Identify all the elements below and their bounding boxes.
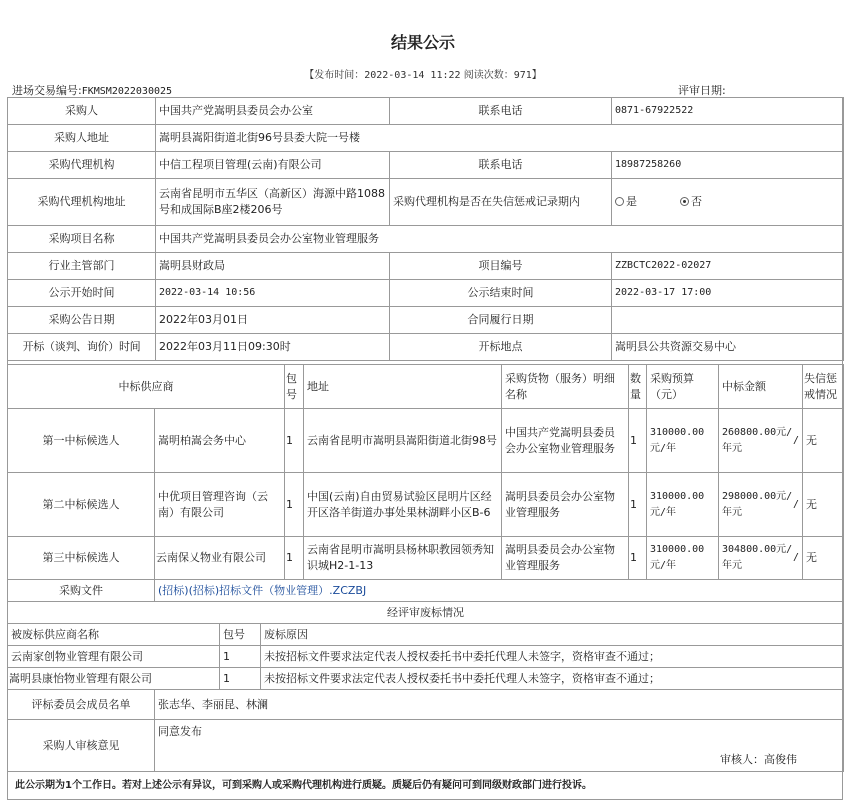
radio-yes-label: 是: [626, 195, 637, 208]
bidders-header-budget: 采购预算（元）: [647, 365, 719, 409]
rejected-reason-1: 未按招标文件要求法定代表人授权委托书中委托代理人未签字，资格审查不通过；: [261, 646, 844, 668]
pkg-3: 1: [285, 537, 304, 580]
pkg-1: 1: [285, 409, 304, 473]
status-1: 无: [803, 409, 844, 473]
bidders-header-pkg: 包号: [285, 365, 304, 409]
agency-value: 中信工程项目管理(云南)有限公司: [156, 152, 390, 179]
dishonest-label: 采购代理机构是否在失信惩戒记录期内: [390, 179, 612, 226]
radio-no-label: 否: [691, 195, 702, 208]
item-1: 中国共产党嵩明县委员会办公室物业管理服务: [502, 409, 629, 473]
read-label: 阅读次数：: [463, 70, 514, 81]
budget-2: 310000.00元/年: [647, 473, 719, 537]
open-place-value: 嵩明县公共资源交易中心: [612, 334, 844, 361]
agency-addr-label: 采购代理机构地址: [8, 179, 156, 226]
contract-date-value: [612, 307, 844, 334]
amount-2-value: 298000.00元/年元: [722, 490, 793, 518]
purchaser-addr-label: 采购人地址: [8, 125, 156, 152]
review-cell: [155, 720, 844, 772]
amount-1-value: 260800.00元/年元: [722, 426, 793, 454]
contract-date-label: 合同履行日期: [390, 307, 612, 334]
purchaser-value: 中国共产党嵩明县委员会办公室: [156, 98, 390, 125]
addr-3: 云南省昆明市嵩明县杨林职教园领秀知识城H2-1-13: [304, 537, 502, 580]
table-row: [8, 537, 844, 580]
trade-no-label: 进场交易编号:: [12, 84, 82, 97]
publish-prefix: 【发布时间：: [304, 70, 365, 81]
rank-1: 第一中标候选人: [8, 409, 155, 473]
publish-meta: [0, 66, 846, 81]
project-no-value: ZZBCTC2022-02027: [612, 253, 844, 280]
status-3: 无: [803, 537, 844, 580]
bidders-header-addr: 地址: [304, 365, 502, 409]
docs-link[interactable]: (招标)(招标)招标文件（物业管理）.ZCZBJ: [155, 580, 844, 602]
rejected-pkg-2: 1: [220, 668, 261, 690]
subhead: [12, 82, 834, 96]
radio-yes[interactable]: [615, 197, 624, 206]
bidders-header-qty: 数量: [629, 365, 647, 409]
table-row: [8, 473, 844, 537]
page-title: 结果公示: [390, 33, 455, 52]
rejected-reason-2: 未按招标文件要求法定代表人授权委托书中委托代理人未签字，资格审查不通过；: [261, 668, 844, 690]
pkg-2: 1: [285, 473, 304, 537]
project-name-value: 中国共产党嵩明县委员会办公室物业管理服务: [156, 226, 844, 253]
amount-3-value: 304800.00元/年元: [722, 544, 793, 571]
dept-label: 行业主管部门: [8, 253, 156, 280]
rejected-name-2: 嵩明县康怡物业管理有限公司: [8, 668, 220, 690]
notice-start-label: 公示开始时间: [8, 280, 156, 307]
bidders-table: [7, 364, 844, 624]
amount-2: [719, 473, 803, 537]
budget-3: 310000.00元/年: [647, 537, 719, 580]
committee-members: 张志华、李丽昆、林澜: [155, 690, 844, 720]
item-2: 嵩明县委员会办公室物业管理服务: [502, 473, 629, 537]
supplier-1: 嵩明柏嵩会务中心: [155, 409, 285, 473]
amount-1: [719, 409, 803, 473]
review-date-label: 评审日期:: [678, 84, 726, 97]
rejected-pkg-1: 1: [220, 646, 261, 668]
amount-3: [719, 537, 803, 580]
footer-note: 此公示期为1个工作日。若对上述公示有异议，可到采购人或采购代理机构进行质疑。质疑后仍有疑问可到同级财政部门进行投诉。: [15, 780, 592, 791]
notice-end-label: 公示结束时间: [390, 280, 612, 307]
addr-1: 云南省昆明市嵩明县嵩阳街道北街98号: [304, 409, 502, 473]
read-count: 971: [513, 70, 532, 81]
rejected-section-title: 经评审废标情况: [8, 602, 844, 624]
rejected-header-name: 被废标供应商名称: [8, 624, 220, 646]
open-time-value: 2022年03月11日09:30时: [156, 334, 390, 361]
notice-end-value: 2022-03-17 17:00: [612, 280, 844, 307]
docs-label: 采购文件: [8, 580, 155, 602]
status-2: 无: [803, 473, 844, 537]
amount-2-slash: /: [792, 498, 799, 510]
publish-time: 2022-03-14 11:22: [364, 70, 461, 81]
trade-no: [12, 82, 172, 98]
item-3: 嵩明县委员会办公室物业管理服务: [502, 537, 629, 580]
bidders-header-amount: 中标金额: [719, 365, 803, 409]
agency-phone-label: 联系电话: [390, 152, 612, 179]
rank-3: 第三中标候选人: [8, 537, 155, 580]
table-row: [8, 668, 844, 690]
table-row: [8, 646, 844, 668]
amount-1-slash: /: [792, 434, 799, 446]
announce-date-label: 采购公告日期: [8, 307, 156, 334]
purchaser-phone-label: 联系电话: [390, 98, 612, 125]
budget-1: 310000.00元/年: [647, 409, 719, 473]
auditor: 审核人：高俊伟: [720, 753, 797, 766]
qty-1: 1: [629, 409, 647, 473]
rejected-name-1: 云南家创物业管理有限公司: [8, 646, 220, 668]
project-no-label: 项目编号: [390, 253, 612, 280]
qty-3: 1: [629, 537, 647, 580]
bidders-header-item: 采购货物（服务）明细名称: [502, 365, 629, 409]
table-row: [8, 409, 844, 473]
rejected-header-reason: 废标原因: [261, 624, 844, 646]
project-name-label: 采购项目名称: [8, 226, 156, 253]
radio-no[interactable]: [680, 197, 689, 206]
publish-suffix: 】: [531, 70, 542, 81]
amount-3-slash: /: [792, 552, 799, 563]
committee-label: 评标委员会成员名单: [8, 690, 155, 720]
rejected-header-pkg: 包号: [220, 624, 261, 646]
purchaser-phone-value: 0871-67922522: [612, 98, 844, 125]
rejected-table: [7, 623, 844, 690]
supplier-2: 中优项目管理咨询（云南）有限公司: [155, 473, 285, 537]
review-table: [7, 689, 844, 772]
agency-label: 采购代理机构: [8, 152, 156, 179]
purchaser-label: 采购人: [8, 98, 156, 125]
review-opinion: 同意发布: [158, 725, 202, 738]
info-table: [7, 97, 844, 361]
trade-no-value: FKMSM2022030025: [81, 86, 173, 97]
bidders-header-supplier: 中标供应商: [8, 365, 285, 409]
notice-start-value: 2022-03-14 10:56: [156, 280, 390, 307]
agency-phone-value: 18987258260: [612, 152, 844, 179]
rank-2: 第二中标候选人: [8, 473, 155, 537]
qty-2: 1: [629, 473, 647, 537]
bidders-header-status: 失信惩戒情况: [803, 365, 844, 409]
open-place-label: 开标地点: [390, 334, 612, 361]
agency-addr-value: 云南省昆明市五华区（高新区）海源中路1088号和成国际B座2楼206号: [156, 179, 390, 226]
open-time-label: 开标（谈判、询价）时间: [8, 334, 156, 361]
dishonest-options: [612, 179, 844, 226]
announce-date-value: 2022年03月01日: [156, 307, 390, 334]
purchaser-addr-value: 嵩明县嵩阳街道北街96号县委大院一号楼: [156, 125, 844, 152]
addr-2: 中国(云南)自由贸易试验区昆明片区经开区洛羊街道办事处果林湖畔小区B-6: [304, 473, 502, 537]
dept-value: 嵩明县财政局: [156, 253, 390, 280]
review-label: 采购人审核意见: [8, 720, 155, 772]
supplier-3: 云南保乂物业有限公司: [155, 537, 285, 580]
